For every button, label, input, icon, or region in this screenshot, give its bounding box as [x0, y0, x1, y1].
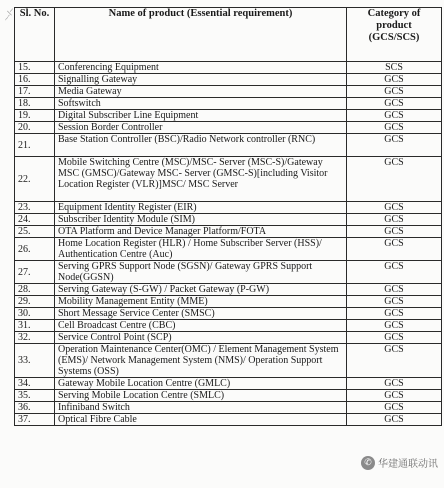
row-category: SCS [347, 62, 442, 74]
table-row [15, 202, 442, 214]
product-category-table [14, 7, 442, 426]
row-category: GCS [347, 122, 442, 134]
row-category: GCS [347, 296, 442, 308]
row-product-name: Infiniband Switch [55, 402, 347, 414]
row-product-name: Subscriber Identity Module (SIM) [55, 214, 347, 226]
row-sl-no: 18. [15, 98, 55, 110]
table-row [15, 157, 442, 202]
table-row [15, 86, 442, 98]
table-row [15, 378, 442, 390]
table-row [15, 414, 442, 426]
row-sl-no: 26. [15, 238, 55, 261]
table-row [15, 284, 442, 296]
row-category: GCS [347, 284, 442, 296]
header-category: Category of product (GCS/SCS) [347, 8, 442, 62]
row-product-name: Conferencing Equipment [55, 62, 347, 74]
row-product-name: Media Gateway [55, 86, 347, 98]
row-sl-no: 30. [15, 308, 55, 320]
row-category: GCS [347, 238, 442, 261]
row-product-name: Serving Mobile Location Centre (SMLC) [55, 390, 347, 402]
row-sl-no: 15. [15, 62, 55, 74]
row-product-name: Optical Fibre Cable [55, 414, 347, 426]
watermark [361, 455, 438, 470]
row-category: GCS [347, 98, 442, 110]
row-category: GCS [347, 157, 442, 202]
row-product-name: Cell Broadcast Centre (CBC) [55, 320, 347, 332]
row-sl-no: 35. [15, 390, 55, 402]
row-product-name: Operation Maintenance Center(OMC) / Element Management System (EMS)/ Network Management System (NMS)/ Operation Support Systems (OSS) [55, 344, 347, 378]
row-sl-no: 16. [15, 74, 55, 86]
row-category: GCS [347, 344, 442, 378]
wechat-icon: ✆ [361, 456, 375, 470]
table-row [15, 134, 442, 157]
table-row [15, 98, 442, 110]
table-row [15, 74, 442, 86]
row-category: GCS [347, 414, 442, 426]
row-sl-no: 28. [15, 284, 55, 296]
row-product-name: Session Border Controller [55, 122, 347, 134]
row-sl-no: 23. [15, 202, 55, 214]
table-body [15, 62, 442, 426]
row-sl-no: 27. [15, 261, 55, 284]
row-category: GCS [347, 261, 442, 284]
row-sl-no: 22. [15, 157, 55, 202]
table-header-row [15, 8, 442, 62]
row-category: GCS [347, 308, 442, 320]
row-sl-no: 36. [15, 402, 55, 414]
row-category: GCS [347, 74, 442, 86]
row-category: GCS [347, 332, 442, 344]
row-product-name: Mobility Management Entity (MME) [55, 296, 347, 308]
row-category: GCS [347, 226, 442, 238]
row-product-name: Service Control Point (SCP) [55, 332, 347, 344]
table-row [15, 320, 442, 332]
row-sl-no: 34. [15, 378, 55, 390]
row-product-name: Equipment Identity Register (EIR) [55, 202, 347, 214]
table-row [15, 110, 442, 122]
table-row [15, 214, 442, 226]
row-product-name: Softswitch [55, 98, 347, 110]
row-sl-no: 25. [15, 226, 55, 238]
row-product-name: Digital Subscriber Line Equipment [55, 110, 347, 122]
table-row [15, 296, 442, 308]
row-product-name: Mobile Switching Centre (MSC)/MSC- Server (MSC-S)/Gateway MSC (GMSC)/Gateway MSC- Server (GMSC-S)[including Visitor Location Register (VLR)]MSC/ MSC Server [55, 157, 347, 202]
row-product-name: Serving GPRS Support Node (SGSN)/ Gateway GPRS Support Node(GGSN) [55, 261, 347, 284]
row-sl-no: 29. [15, 296, 55, 308]
table-row [15, 238, 442, 261]
row-category: GCS [347, 86, 442, 98]
table-row [15, 62, 442, 74]
row-category: GCS [347, 202, 442, 214]
watermark-text: 华建通联动讯 [378, 459, 438, 470]
table-row [15, 308, 442, 320]
table-row [15, 390, 442, 402]
row-category: GCS [347, 320, 442, 332]
table-row [15, 261, 442, 284]
row-product-name: Base Station Controller (BSC)/Radio Network controller (RNC) [55, 134, 347, 157]
table-row [15, 402, 442, 414]
row-sl-no: 21. [15, 134, 55, 157]
row-sl-no: 32. [15, 332, 55, 344]
table-row [15, 332, 442, 344]
table-row [15, 344, 442, 378]
header-product-name: Name of product (Essential requirement) [55, 8, 347, 62]
row-category: GCS [347, 110, 442, 122]
row-category: GCS [347, 134, 442, 157]
row-category: GCS [347, 378, 442, 390]
row-category: GCS [347, 390, 442, 402]
table-row [15, 122, 442, 134]
row-sl-no: 37. [15, 414, 55, 426]
row-product-name: Serving Gateway (S-GW) / Packet Gateway (P-GW) [55, 284, 347, 296]
row-sl-no: 19. [15, 110, 55, 122]
header-sl-no: Sl. No. [15, 8, 55, 62]
row-category: GCS [347, 214, 442, 226]
row-sl-no: 24. [15, 214, 55, 226]
row-product-name: OTA Platform and Device Manager Platform/FOTA [55, 226, 347, 238]
row-sl-no: 33. [15, 344, 55, 378]
row-product-name: Signalling Gateway [55, 74, 347, 86]
row-sl-no: 17. [15, 86, 55, 98]
row-sl-no: 31. [15, 320, 55, 332]
row-product-name: Short Message Service Center (SMSC) [55, 308, 347, 320]
row-category: GCS [347, 402, 442, 414]
table-row [15, 226, 442, 238]
row-product-name: Home Location Register (HLR) / Home Subscriber Server (HSS)/ Authentication Centre (Auc) [55, 238, 347, 261]
row-sl-no: 20. [15, 122, 55, 134]
row-product-name: Gateway Mobile Location Centre (GMLC) [55, 378, 347, 390]
margin-mark: ~-/~ [1, 6, 17, 23]
